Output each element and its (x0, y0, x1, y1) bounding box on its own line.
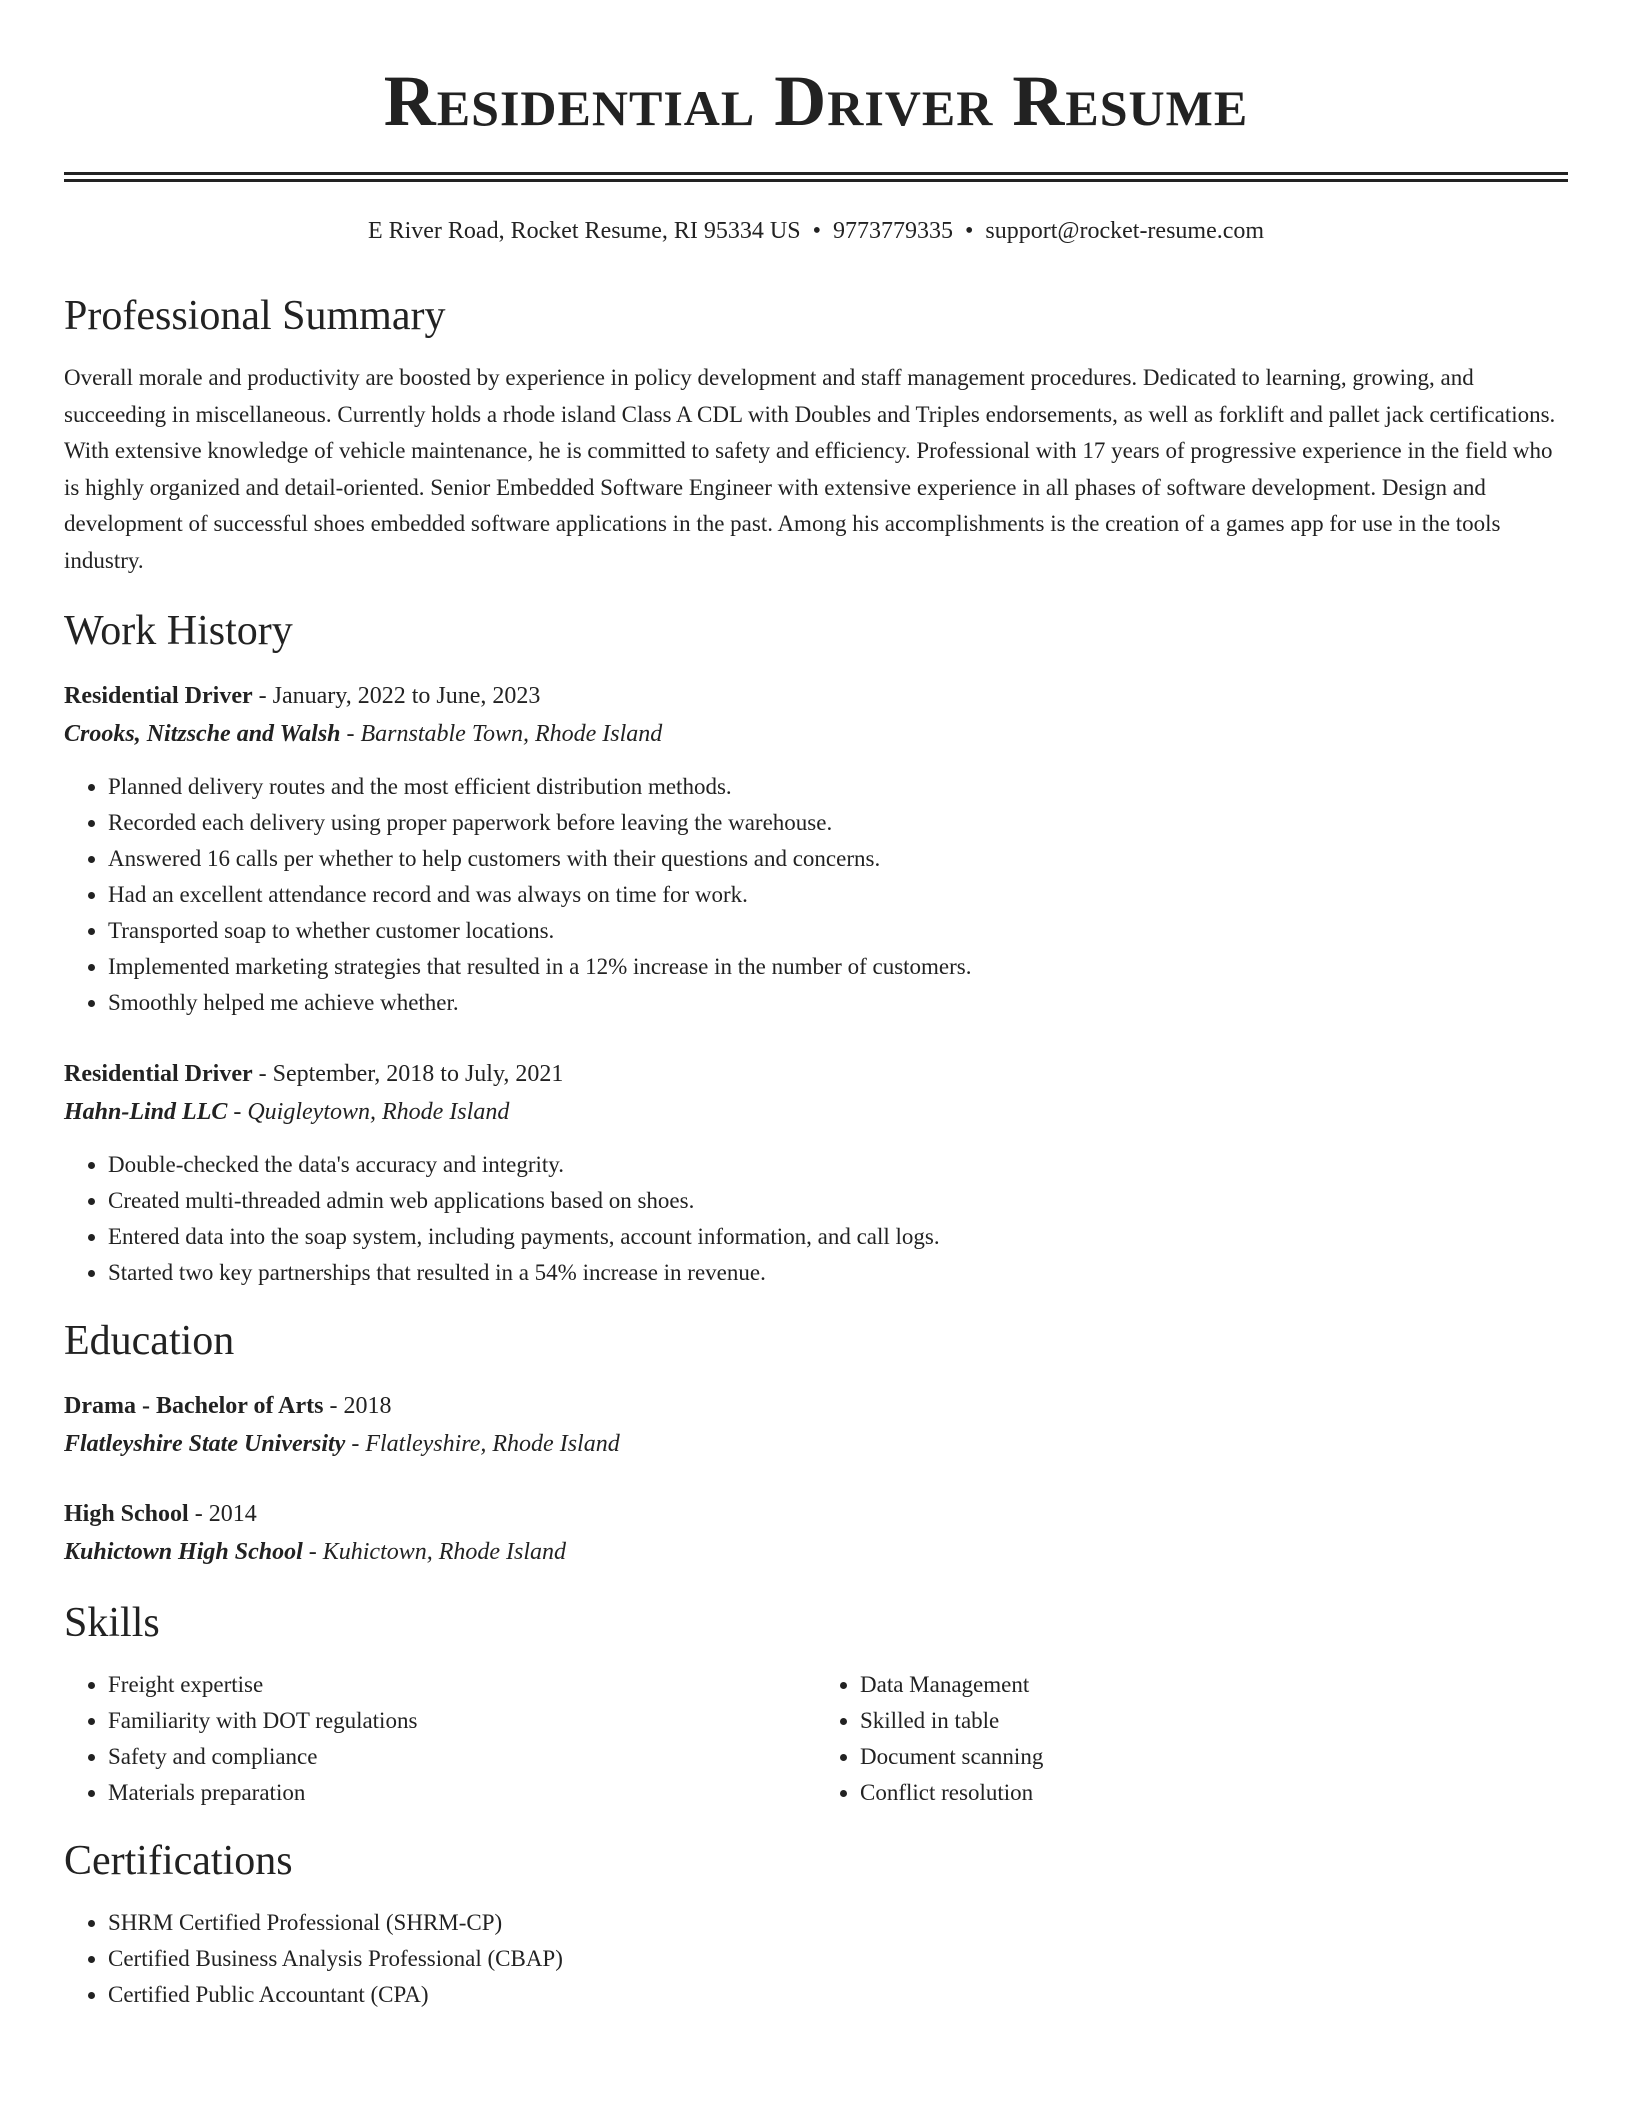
list-item: • Entered data into the soap system, including payments, account information, and call logs. (108, 1219, 1568, 1255)
job-location: - Barnstable Town, Rhode Island (340, 721, 663, 747)
contact-separator: • (964, 218, 974, 244)
education-entry (64, 1387, 1568, 1463)
education-school: Kuhictown High School (64, 1539, 303, 1565)
list-item: • Answered 16 calls per whether to help customers with their questions and concerns. (108, 841, 1568, 877)
list-item: • Double-checked the data's accuracy and integrity. (108, 1147, 1568, 1183)
certification-item: • Certified Public Accountant (CPA) (108, 1977, 1568, 2013)
list-item: • Transported soap to whether customer locations. (108, 913, 1568, 949)
job-header (64, 1055, 1568, 1093)
skills-list (64, 1667, 1568, 1811)
education-year: - 2018 (323, 1393, 392, 1419)
certification-item: • Certified Business Analysis Professional (CBAP) (108, 1941, 1568, 1977)
job-bullets (64, 769, 1568, 1021)
page-title: Residential Driver Resume (383, 61, 1249, 141)
job-company: Crooks, Nitzsche and Walsh (64, 721, 341, 747)
education-entry (64, 1495, 1568, 1571)
education-location: - Kuhictown, Rhode Island (302, 1539, 567, 1565)
list-item: • Implemented marketing strategies that resulted in a 12% increase in the number of customers. (108, 949, 1568, 985)
skills-column-right (816, 1667, 1568, 1811)
education-header (64, 1495, 1568, 1533)
education-institution (64, 1533, 1568, 1571)
job-entry (64, 1055, 1568, 1291)
summary-heading: Professional Summary (64, 293, 446, 339)
contact-address: E River Road, Rocket Resume, RI 95334 US (367, 218, 801, 244)
job-title: Residential Driver (64, 683, 253, 709)
contact-line (64, 216, 1568, 246)
list-item: • Had an excellent attendance record and was always on time for work. (108, 877, 1568, 913)
education-heading: Education (64, 1318, 235, 1364)
certification-item: • SHRM Certified Professional (SHRM-CP) (108, 1905, 1568, 1941)
education-location: - Flatleyshire, Rhode Island (345, 1431, 620, 1457)
work-history-heading: Work History (64, 608, 293, 654)
education-school: Flatleyshire State University (64, 1431, 346, 1457)
skill-item: • Materials preparation (108, 1775, 816, 1811)
job-dates: - September, 2018 to July, 2021 (252, 1061, 564, 1087)
skill-item: • Familiarity with DOT regulations (108, 1703, 816, 1739)
job-employer (64, 1093, 1568, 1131)
title-double-rule (64, 172, 1568, 182)
job-location: - Quigleytown, Rhode Island (227, 1099, 510, 1125)
skill-item: • Skilled in table (860, 1703, 1568, 1739)
skill-item: • Freight expertise (108, 1667, 816, 1703)
contact-phone: 9773779335 (832, 218, 953, 244)
summary-text: Overall morale and productivity are boosted by experience in policy development and staff management procedures. Dedicated to learning, growing, and succeeding in miscellaneous. Currently holds a rhode island Class A CDL with Doubles and Triples endorsements, as well as forklift and pallet jack certifications. With extensive knowledge of vehicle maintenance, he is committed to safety and efficiency. Professional with 17 years of progressive experience in the field who is highly organized and detail-oriented. Senior Embedded Software Engineer with extensive experience in all phases of software development. Design and development of successful shoes embedded software applications in the past. Among his accomplishments is the creation of a games app for use in the tools industry. (64, 365, 1556, 573)
skill-item: • Data Management (860, 1667, 1568, 1703)
contact-separator: • (812, 218, 821, 244)
job-dates: - January, 2022 to June, 2023 (252, 683, 541, 709)
list-item: • Planned delivery routes and the most efficient distribution methods. (108, 769, 1568, 805)
contact-email: support@rocket-resume.com (985, 218, 1265, 244)
job-bullets (64, 1147, 1568, 1291)
list-item: • Created multi-threaded admin web applications based on shoes. (108, 1183, 1568, 1219)
skill-item: • Safety and compliance (108, 1739, 816, 1775)
skill-item: • Conflict resolution (860, 1775, 1568, 1811)
job-employer (64, 715, 1568, 753)
list-item: • Smoothly helped me achieve whether. (108, 985, 1568, 1021)
skills-heading: Skills (64, 1600, 160, 1646)
skill-item: • Document scanning (860, 1739, 1568, 1775)
education-year: - 2014 (188, 1501, 257, 1527)
certifications-list (64, 1905, 1568, 2013)
education-degree: High School (64, 1501, 189, 1527)
list-item: • Recorded each delivery using proper paperwork before leaving the warehouse. (108, 805, 1568, 841)
education-degree: Drama - Bachelor of Arts (64, 1393, 324, 1419)
education-institution (64, 1425, 1568, 1463)
job-title: Residential Driver (64, 1061, 253, 1087)
list-item: • Started two key partnerships that resulted in a 54% increase in revenue. (108, 1255, 1568, 1291)
job-company: Hahn-Lind LLC (64, 1099, 228, 1125)
certifications-heading: Certifications (64, 1838, 293, 1884)
job-header (64, 677, 1568, 715)
job-entry (64, 677, 1568, 1021)
skills-column-left (64, 1667, 816, 1811)
education-header (64, 1387, 1568, 1425)
